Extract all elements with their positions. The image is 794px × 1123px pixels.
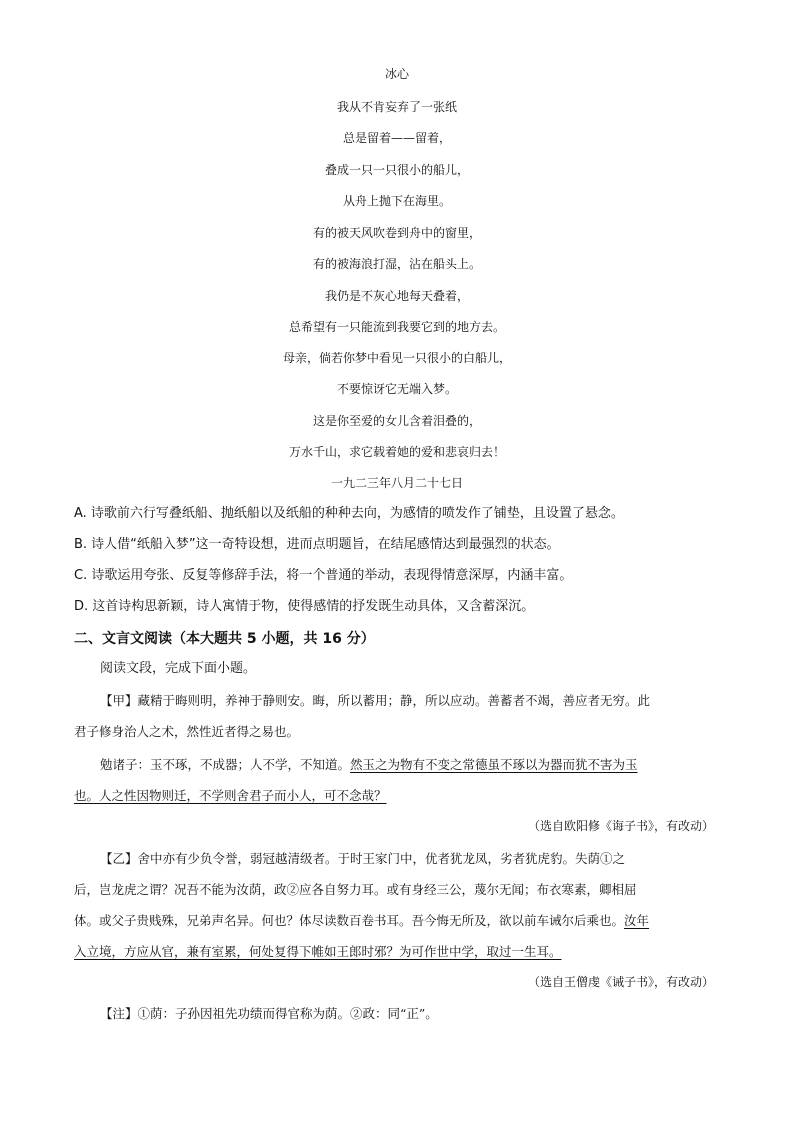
poem-line: 总希望有一只能流到我要它到的地方去。 xyxy=(288,320,505,334)
poem-date: 一九二三年八月二十七日 xyxy=(330,476,463,490)
poem-line: 这是你至爱的女儿含着泪叠的， xyxy=(312,414,481,428)
poem-line: 总是留着——留着， xyxy=(342,131,451,145)
poem-line: 我仍是不灰心地每天叠着， xyxy=(324,289,469,303)
option-b: B. 诗人借“纸船入梦”这一奇特设想，进而点明题旨，在结尾感情达到最强烈的状态。 xyxy=(74,537,560,552)
poem-line: 从舟上抛下在海里。 xyxy=(342,194,451,208)
passage-line xyxy=(74,787,387,805)
annotation-note: 【注】①荫：子孙因祖先功绩而得官称为荫。②政：同“正”。 xyxy=(100,1006,438,1021)
poem-author: 冰心 xyxy=(384,67,409,81)
passage-line: 君子修身治人之术，然性近者得之易也。 xyxy=(74,724,300,739)
poem-line: 万水千山，求它载着她的爱和悲哀归去！ xyxy=(288,445,505,459)
option-a: A. 诗歌前六行写叠纸船、抛纸船以及纸船的种种去向，为感情的喷发作了铺垫，且设置了悬念。 xyxy=(74,506,624,521)
passage-line: 【甲】藏精于晦则明，养神于静则安。晦，所以蓄用；静，所以应动。善蓄者不竭，善应者无穷。此 xyxy=(100,693,651,708)
passage-line: 【乙】舍中亦有少负令誉，弱冠越清级者。于时王家门中，优者犹龙凤，劣者犹虎豹。失荫①之 xyxy=(100,851,626,866)
poem-line: 叠成一只一只很小的船儿， xyxy=(324,163,469,177)
section-heading: 二、文言文阅读（本大题共 5 小题，共 16 分） xyxy=(74,631,375,647)
source-citation: （选自欧阳修《诲子书》，有改动） xyxy=(527,819,714,833)
underlined-text: 然玉之为物有不变之常德虽不琢以为器而犹不害为玉 xyxy=(350,757,638,772)
passage-line xyxy=(74,943,562,961)
underlined-text: 汝年 xyxy=(624,913,650,928)
poem-line: 有的被天风吹卷到舟中的窗里， xyxy=(312,226,481,240)
poem-line: 不要惊讶它无端入梦。 xyxy=(336,382,457,396)
option-c: C. 诗歌运用夸张、反复等修辞手法，将一个普通的举动，表现得情意深厚，内涵丰富。 xyxy=(74,568,573,583)
passage-line xyxy=(74,912,649,930)
underlined-text: 入立境，方应从官，兼有室累，何处复得下帷如王郎时邪？为可作世中学，取过一生耳。 xyxy=(74,944,562,959)
plain-text: 体。或父子贵贱殊，兄弟声名异。何也？体尽读数百卷书耳。吾今悔无所及，欲以前车诫尔后乘也。 xyxy=(74,913,625,928)
section-instruction: 阅读文段，完成下面小题。 xyxy=(100,661,257,676)
poem-line: 有的被海浪打湿，沾在船头上。 xyxy=(312,257,481,271)
source-citation: （选自王僧虔《诫子书》，有改动） xyxy=(527,975,714,989)
plain-text: 勉诸子：玉不琢，不成器；人不学，不知道。 xyxy=(100,757,351,772)
passage-line xyxy=(100,756,638,774)
poem-line: 我从不肯妄弃了一张纸 xyxy=(336,100,457,114)
passage-line: 后，岂龙虎之谓？况吾不能为汝荫，政②应各自努力耳。或有身经三公，蔑尔无闻；布衣寒素，卿相屈 xyxy=(74,882,637,897)
underlined-text: 也。人之性因物则迁，不学则舍君子而小人，可不念哉？ xyxy=(74,788,387,803)
poem-line: 母亲，倘若你梦中看见一只很小的白船儿， xyxy=(282,351,511,365)
option-d: D. 这首诗构思新颖，诗人寓情于物，使得感情的抒发既生动具体，又含蓄深沉。 xyxy=(74,599,535,614)
